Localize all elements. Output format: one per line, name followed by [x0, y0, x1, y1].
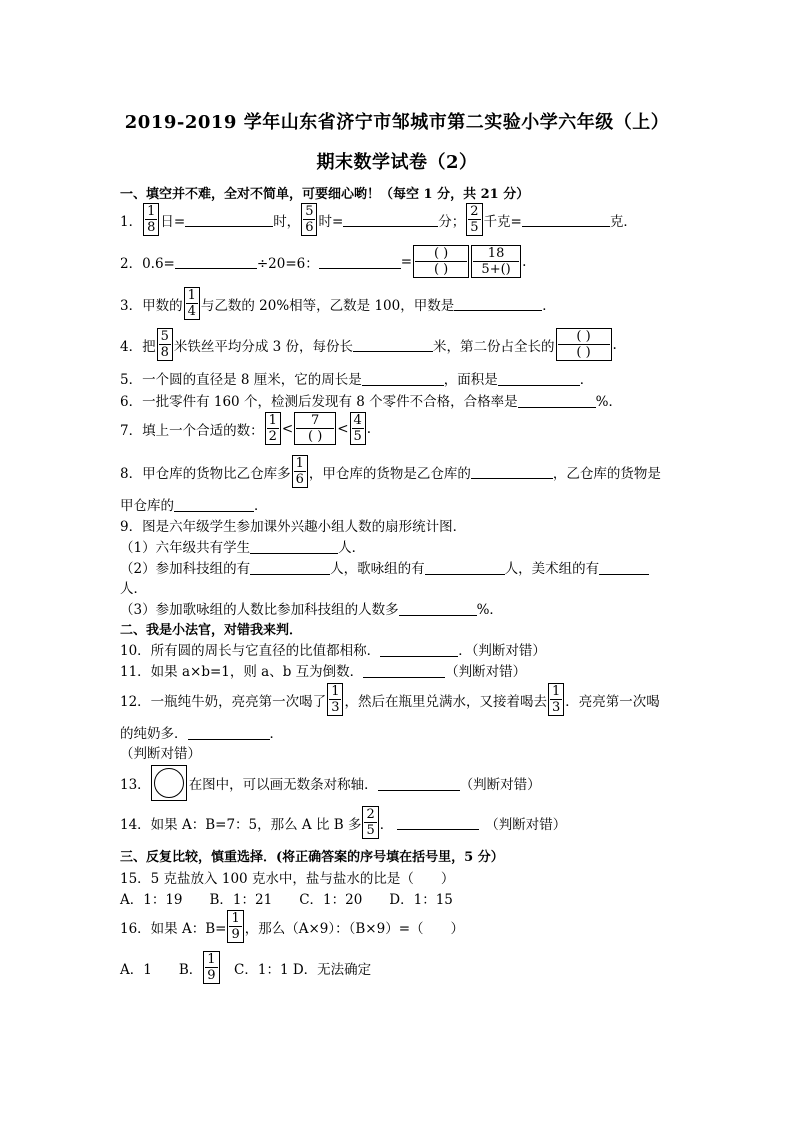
answer-blank[interactable]: [454, 296, 542, 311]
question-12-cont: 的纯奶多． ．: [120, 726, 283, 742]
question-3: 3．甲数的 $\frac{1}{4}$ 与乙数的 20%相等，乙数是 100，甲数是 ．: [120, 288, 556, 319]
question-10: 10．所有圆的周长与它直径的比值都相称． ．（判断对错）: [120, 643, 546, 659]
answer-blank[interactable]: [425, 560, 505, 575]
answer-blank[interactable]: [397, 815, 479, 830]
question-15-options: A．1：19 B．1：21 C．1：20 D．1：15: [120, 892, 453, 908]
answer-blank[interactable]: [399, 601, 477, 616]
answer-blank[interactable]: [518, 393, 596, 408]
answer-blank[interactable]: [174, 497, 254, 512]
question-5: 5．一个圆的直径是 8 厘米，它的周长是 ，面积是 ．: [120, 372, 594, 388]
question-7: 7．填上一个合适的数： $\frac{1}{2}$ < $\frac{7}{( )}$ < $\frac{4}{5}$ .: [120, 413, 372, 444]
question-12: 12．一瓶纯牛奶，亮亮第一次喝了 $\frac{1}{3}$ ，然后在瓶里兑满水，又接着喝去 $\frac{1}{3}$ ．亮亮第一次喝: [120, 684, 660, 715]
question-8-cont: 甲仓库的 ．: [120, 498, 268, 514]
fraction: $\frac{1}{8}$: [143, 203, 159, 236]
answer-blank[interactable]: [599, 560, 649, 575]
question-9: 9．图是六年级学生参加课外兴趣小组人数的扇形统计图．: [120, 519, 467, 535]
question-4: 4．把 $\frac{5}{8}$ 米铁丝平均分成 3 份，每份长 米，第二份占全长的 $\frac{( )}{( )}$ .: [120, 329, 617, 360]
section-3-heading: 三、反复比较，慎重选择．(将正确答案的序号填在括号里，5 分）: [120, 850, 504, 865]
fraction: $\frac{1}{9}$: [203, 951, 219, 984]
question-2: 2．0.6= ÷20=6： = $\frac{( )}{( )}$ $\frac{18}{5+()}$ .: [120, 246, 527, 277]
fraction: $\frac{1}{4}$: [184, 287, 200, 320]
answer-blank[interactable]: [175, 254, 257, 269]
answer-blank[interactable]: [380, 642, 458, 657]
question-9-part-3: （3）参加歌咏组的人数比参加科技组的人数多 %．: [120, 602, 503, 618]
fraction-blank[interactable]: $\frac{( )}{( )}$: [556, 328, 612, 361]
fraction: $\frac{1}{6}$: [292, 455, 308, 488]
question-15: 15．5 克盐放入 100 克水中，盐与盐水的比是（ ）: [120, 871, 455, 887]
section-2-heading: 二、我是小法官，对错我来判．: [120, 623, 303, 638]
question-9-part-2-cont: 人．: [120, 581, 147, 597]
question-12-judge: （判断对错）: [120, 746, 201, 762]
question-9-part-2: （2）参加科技组的有 人，歌咏组的有 人，美术组的有: [120, 557, 649, 577]
question-16: 16．如果 A：B= $\frac{1}{9}$ ，那么（A×9）：（B×9）=（ ）: [120, 911, 465, 942]
question-8: 8．甲仓库的货物比乙仓库多 $\frac{1}{6}$ ，甲仓库的货物是乙仓库的 ，乙仓库的货物是: [120, 456, 661, 487]
fraction: $\frac{1}{3}$: [548, 683, 564, 716]
answer-blank[interactable]: [188, 725, 270, 740]
answer-blank[interactable]: [471, 464, 553, 479]
answer-blank[interactable]: [250, 539, 338, 554]
answer-blank[interactable]: [522, 212, 610, 227]
circle-figure: [151, 765, 187, 801]
fraction: $\frac{2}{5}$: [362, 806, 378, 839]
fraction: $\frac{1}{9}$: [227, 910, 243, 943]
fraction: $\frac{2}{5}$: [466, 203, 482, 236]
question-6: 6．一批零件有 160 个，检测后发现有 8 个零件不合格，合格率是 %．: [120, 394, 622, 410]
page-subtitle: 期末数学试卷（2）: [316, 152, 478, 173]
fraction: $\frac{5}{8}$: [157, 328, 173, 361]
answer-blank[interactable]: [378, 776, 460, 791]
question-11: 11．如果 a×b=1，则 a、b 互为倒数． （判断对错）: [120, 664, 527, 680]
answer-blank[interactable]: [319, 254, 401, 269]
fraction: $\frac{5}{6}$: [301, 203, 317, 236]
answer-blank[interactable]: [353, 337, 433, 352]
fraction: $\frac{1}{2}$: [265, 412, 281, 445]
section-1-heading: 一、填空并不难，全对不简单，可要细心哟！（每空 1 分，共 21 分）: [120, 187, 530, 202]
fraction: $\frac{1}{3}$: [327, 683, 343, 716]
answer-blank[interactable]: [362, 371, 444, 386]
answer-blank[interactable]: [343, 212, 438, 227]
fraction: $\frac{18}{5+()}$: [471, 245, 521, 278]
fraction-blank[interactable]: $\frac{( )}{( )}$: [413, 245, 469, 278]
question-9-part-1: （1）六年级共有学生 人．: [120, 540, 366, 556]
answer-blank[interactable]: [185, 212, 273, 227]
answer-blank[interactable]: [498, 371, 580, 386]
fraction-blank[interactable]: $\frac{7}{( )}$: [294, 412, 336, 445]
page-title: 2019-2019 学年山东省济宁市邹城市第二实验小学六年级（上）: [124, 112, 670, 133]
question-16-options: A．1 B． $\frac{1}{9}$ C．1：1 D．无法确定: [120, 952, 372, 983]
answer-blank[interactable]: [363, 663, 445, 678]
question-13: 13． 在图中，可以画无数条对称轴． （判断对错）: [120, 765, 541, 801]
fraction: $\frac{4}{5}$: [350, 412, 366, 445]
question-1: 1． $\frac{1}{8}$ 日= 时， $\frac{5}{6}$ 时= 分； $\frac{2}{5}$ 千克= 克．: [120, 204, 637, 235]
circle-icon: [154, 768, 184, 798]
question-14: 14．如果 A：B=7：5，那么 A 比 B 多 $\frac{2}{5}$ ． （判断对错）: [120, 807, 567, 838]
answer-blank[interactable]: [250, 560, 330, 575]
